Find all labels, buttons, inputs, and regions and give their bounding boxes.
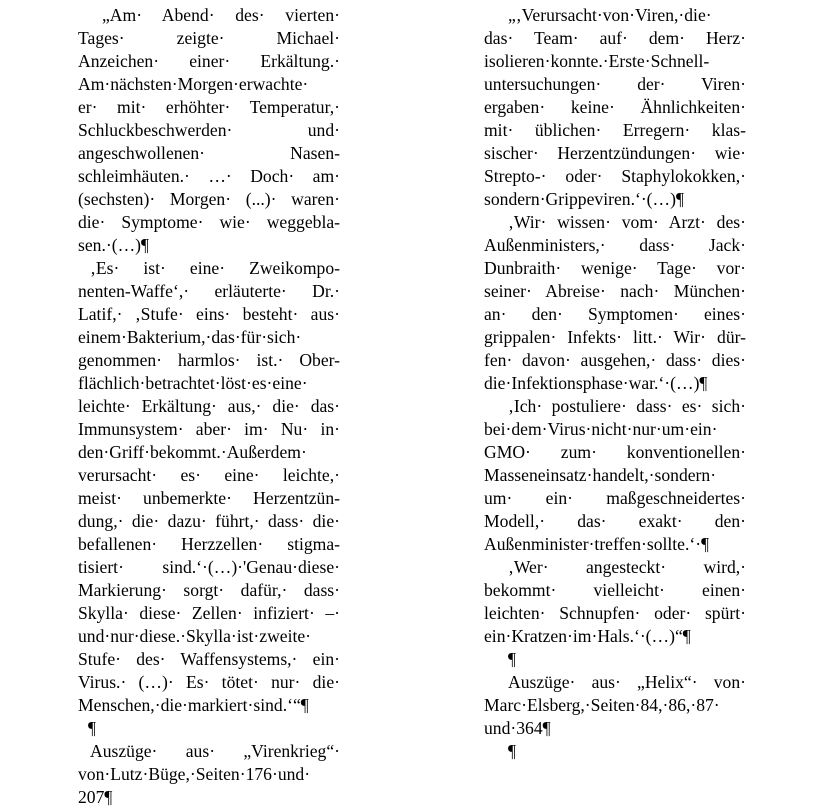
left-text-column xyxy=(78,4,340,809)
text-line: Immunsystem· aber· im· Nu· in· xyxy=(78,419,340,439)
text-line: verursacht· es· eine· leichte,· xyxy=(78,465,340,485)
text-line: an· den· Symptomen· eines· xyxy=(484,304,746,324)
text-line: mit· üblichen· Erregern· klas- xyxy=(484,120,746,140)
text-line: flächlich·betrachtet·löst·es·eine· xyxy=(78,373,308,393)
text-line: Anzeichen· einer· Erkältung.· xyxy=(78,51,340,71)
text-line: die· Symptome· wie· weggebla- xyxy=(78,212,340,232)
text-line: Am·nächsten·Morgen·erwachte· xyxy=(78,74,309,94)
text-line: Dunbraith· wenige· Tage· vor· xyxy=(484,258,746,278)
text-line: ¶ xyxy=(88,718,96,738)
text-line: ‚Es· ist· eine· Zweikompo- xyxy=(90,258,340,278)
text-line: ‚Wer· angesteckt· wird,· xyxy=(508,557,746,577)
text-line: Marc·Elsberg,·Seiten·84,·86,·87· xyxy=(484,695,720,715)
text-line: leichte· Erkältung· aus,· die· das· xyxy=(78,396,340,416)
text-line: Virus.· (…)· Es· tötet· nur· die· xyxy=(78,672,340,692)
text-line: „Am· Abend· des· vierten· xyxy=(102,5,340,25)
text-line: Auszüge· aus· „Helix“· von· xyxy=(508,672,746,692)
text-line: bekommt· vielleicht· einen· xyxy=(484,580,746,600)
text-line: angeschwollenen· Nasen- xyxy=(78,143,340,163)
text-line: sen.·(…)¶ xyxy=(78,235,149,255)
text-line: einem·Bakterium,·das·für·sich· xyxy=(78,327,302,347)
text-line: Schluckbeschwerden· und· xyxy=(78,120,340,140)
text-line: dung,· die· dazu· führt,· dass· die· xyxy=(78,511,340,531)
text-line: seiner· Abreise· nach· München· xyxy=(484,281,746,301)
text-line: ein·Kratzen·im·Hals.‘·(…)“¶ xyxy=(484,626,691,646)
text-line: genommen· harmlos· ist.· Ober- xyxy=(78,350,340,370)
text-line: und·364¶ xyxy=(484,718,551,738)
text-line: Strepto-· oder· Staphylokokken,· xyxy=(484,166,746,186)
right-text-column xyxy=(484,4,746,763)
text-line: tisiert· sind.‘·(…)·'Genau·diese· xyxy=(78,557,340,577)
text-line: er· mit· erhöhter· Temperatur,· xyxy=(78,97,340,117)
text-line: 207¶ xyxy=(78,787,113,807)
text-line: „‚Verursacht·von·Viren,·die· xyxy=(508,5,712,25)
text-line: die·Infektionsphase·war.‘·(…)¶ xyxy=(484,373,708,393)
text-line: Auszüge· aus· „Virenkrieg“· xyxy=(90,741,340,761)
text-line: sischer· Herzentzündungen· wie· xyxy=(484,143,746,163)
text-line: sondern·Grippeviren.‘·(…)¶ xyxy=(484,189,684,209)
text-line: isolieren·konnte.·Erste·Schnell- xyxy=(484,51,710,71)
text-line: Skylla· diese· Zellen· infiziert· –· xyxy=(78,603,340,623)
text-line: ¶ xyxy=(508,649,516,669)
text-line: schleimhäuten.· …· Doch· am· xyxy=(78,166,340,186)
text-line: Außenminister·treffen·sollte.‘·¶ xyxy=(484,534,710,554)
text-line: von·Lutz·Büge,·Seiten·176·und· xyxy=(78,764,311,784)
text-line: grippalen· Infekts· litt.· Wir· dür- xyxy=(484,327,746,347)
text-line: Außenministers,· dass· Jack· xyxy=(484,235,746,255)
text-line: Tages· zeigte· Michael· xyxy=(78,28,340,48)
text-line: um· ein· maßgeschneidertes· xyxy=(484,488,746,508)
text-line: Latif,· ‚Stufe· eins· besteht· aus· xyxy=(78,304,340,324)
text-line: und·nur·diese.·Skylla·ist·zweite· xyxy=(78,626,312,646)
text-line: fen· davon· ausgehen,· dass· dies· xyxy=(484,350,746,370)
text-line: untersuchungen· der· Viren· xyxy=(484,74,746,94)
text-line: GMO· zum· konventionellen· xyxy=(484,442,746,462)
text-line: Stufe· des· Waffensystems,· ein· xyxy=(78,649,340,669)
text-line: das· Team· auf· dem· Herz· xyxy=(484,28,746,48)
text-line: ergaben· keine· Ähnlichkeiten· xyxy=(484,97,746,117)
text-line: meist· unbemerkte· Herzentzün- xyxy=(78,488,340,508)
text-line: ‚Wir· wissen· vom· Arzt· des· xyxy=(508,212,746,232)
text-line: Markierung· sorgt· dafür,· dass· xyxy=(78,580,340,600)
text-line: Masseneinsatz·handelt,·sondern· xyxy=(484,465,717,485)
text-line: ¶ xyxy=(508,741,516,761)
text-line: Modell,· das· exakt· den· xyxy=(484,511,746,531)
text-line: nenten-Waffe‘,· erläuterte· Dr.· xyxy=(78,281,340,301)
text-line: bei·dem·Virus·nicht·nur·um·ein· xyxy=(484,419,718,439)
text-line: leichten· Schnupfen· oder· spürt· xyxy=(484,603,746,623)
text-line: befallenen· Herzzellen· stigma- xyxy=(78,534,340,554)
text-line: den·Griff·bekommt.·Außerdem· xyxy=(78,442,307,462)
text-line: ‚Ich· postuliere· dass· es· sich· xyxy=(508,396,746,416)
text-line: (sechsten)· Morgen· (...)· waren· xyxy=(78,189,340,209)
text-line: Menschen,·die·markiert·sind.‘“¶ xyxy=(78,695,309,715)
